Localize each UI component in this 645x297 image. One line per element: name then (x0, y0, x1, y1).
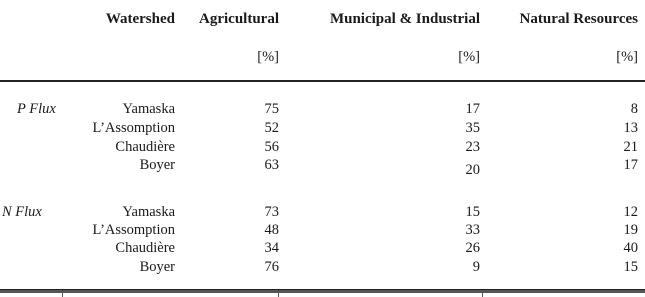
header-agricultural: Agricultural (199, 11, 279, 27)
table-cell-natural: 8 (630, 101, 638, 117)
header-municipal-industrial: Municipal & Industrial (329, 11, 480, 27)
table-cell-natural: 13 (623, 120, 638, 136)
group-label-p-flux: P Flux (17, 101, 56, 117)
table-cell-municipal: 20 (465, 162, 480, 178)
table-cell-natural: 15 (623, 259, 638, 275)
table-cell-municipal: 35 (465, 120, 480, 136)
divider (62, 292, 63, 297)
table-cell-municipal: 15 (465, 204, 480, 220)
unit-natural: [%] (616, 49, 638, 65)
table-cell-watershed: Chaudière (115, 139, 175, 155)
table-cell-watershed: Yamaska (122, 204, 175, 220)
table-cell-municipal: 23 (465, 139, 480, 155)
footer-rule (0, 289, 645, 293)
table-cell-agricultural: 34 (264, 240, 279, 256)
table-cell-agricultural: 52 (264, 120, 279, 136)
table-cell-agricultural: 73 (264, 204, 279, 220)
table-cell-watershed: L’Assomption (92, 222, 175, 238)
table-cell-natural: 17 (623, 157, 638, 173)
table-cell-agricultural: 75 (264, 101, 279, 117)
header-watershed: Watershed (105, 11, 175, 27)
table-cell-municipal: 26 (465, 240, 480, 256)
table-cell-watershed: Yamaska (122, 101, 175, 117)
table-cell-municipal: 33 (465, 222, 480, 238)
divider (278, 292, 279, 297)
unit-municipal: [%] (458, 49, 480, 65)
table-cell-natural: 12 (623, 204, 638, 220)
table-cell-municipal: 9 (472, 259, 480, 275)
table-cell-watershed: Chaudière (115, 240, 175, 256)
table-cell-agricultural: 48 (264, 222, 279, 238)
table-cell-natural: 19 (623, 222, 638, 238)
table-cell-agricultural: 56 (264, 139, 279, 155)
table-cell-watershed: L’Assomption (92, 120, 175, 136)
table-cell-watershed: Boyer (139, 259, 175, 275)
table-cell-natural: 21 (623, 139, 638, 155)
table-cell-agricultural: 63 (264, 157, 279, 173)
table-cell-agricultural: 76 (264, 259, 279, 275)
header-rule (0, 80, 645, 82)
header-natural-resources: Natural Resources (519, 11, 638, 27)
divider (482, 292, 483, 297)
unit-agricultural: [%] (257, 49, 279, 65)
table-cell-natural: 40 (623, 240, 638, 256)
table-cell-municipal: 17 (465, 101, 480, 117)
table-cell-watershed: Boyer (139, 157, 175, 173)
group-label-n-flux: N Flux (2, 204, 42, 220)
